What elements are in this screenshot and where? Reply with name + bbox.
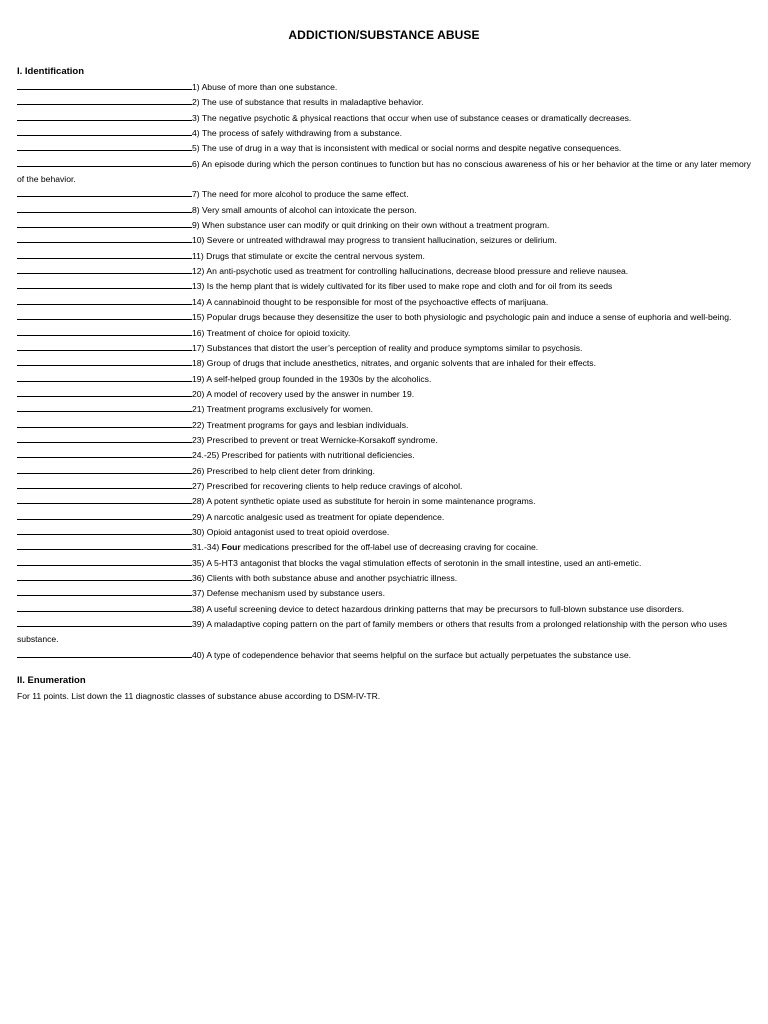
answer-blank[interactable] [17,157,192,167]
answer-blank[interactable] [17,372,192,382]
question-text: The negative psychotic & physical reactions that occur when use of substance ceases or dramatically decreases. [199,112,632,123]
question-number: 38) [192,603,205,614]
answer-blank[interactable] [17,203,192,213]
question-item [17,387,751,402]
question-item [17,617,751,648]
question-item [17,525,751,540]
question-item [17,187,751,202]
answer-blank[interactable] [17,279,192,289]
question-number: 27) [192,480,205,491]
question-text: A maladaptive coping pattern on the part of family members or others that results from a prolonged relationship with the person who uses substance. [17,619,728,645]
question-text: Treatment programs for gays and lesbian individuals. [204,419,409,430]
identification-list [17,80,751,663]
answer-blank[interactable] [17,494,192,504]
question-number: 4) [192,128,200,139]
question-number: 28) [192,496,205,507]
question-item [17,157,751,188]
answer-blank[interactable] [17,187,192,197]
question-text: An episode during which the person continues to function but has no conscious awareness of his or her behavior at the time or any later memory of the behavior. [17,158,751,185]
question-text: An anti-psychotic used as treatment for controlling hallucinations, decrease blood pressure and relieve nausea. [204,266,629,277]
question-number: 10) [192,235,205,246]
question-item [17,556,751,571]
answer-blank[interactable] [17,95,192,105]
question-text: Prescribed to prevent or treat Wernicke-Korsakoff syndrome. [204,434,438,445]
question-number: 13) [192,281,205,292]
question-item [17,264,751,279]
question-text: Abuse of more than one substance. [199,82,338,92]
question-number: 22) [192,419,205,430]
question-number: 16) [192,327,205,338]
question-item [17,448,751,463]
question-item [17,418,751,433]
question-item [17,341,751,356]
question-item [17,510,751,525]
answer-blank[interactable] [17,479,192,489]
question-number: 36) [192,573,205,583]
question-number: 21) [192,404,205,415]
question-item [17,464,751,479]
question-text: A type of codependence behavior that seems helpful on the surface but actually perpetuates the substance use. [204,649,632,660]
question-item [17,80,751,95]
question-number: 26) [192,465,205,476]
question-number: 23) [192,434,205,445]
answer-blank[interactable] [17,264,192,274]
question-item [17,126,751,141]
page-title: ADDICTION/SUBSTANCE ABUSE [288,28,480,42]
question-item [17,218,751,233]
question-number: 39) [192,619,205,630]
question-text: A model of recovery used by the answer in number 19. [204,388,415,399]
question-number: 6) [192,158,200,169]
question-text: The need for more alcohol to produce the same effect. [199,189,409,200]
question-number: 1) [192,82,200,92]
question-text: Drugs that stimulate or excite the central nervous system. [203,250,425,261]
question-number: 8) [192,204,200,215]
enumeration-instructions: For 11 points. List down the 11 diagnostic classes of substance abuse according to DSM-IV-TR. [17,691,381,702]
question-text: Prescribed for recovering clients to help reduce cravings of alcohol. [204,480,463,491]
question-item [17,648,751,663]
question-item [17,295,751,310]
answer-blank[interactable] [17,126,192,136]
question-text: Is the hemp plant that is widely cultivated for its fiber used to make rope and cloth and for oil from its seeds [204,281,613,292]
question-text: Severe or untreated withdrawal may progress to transient hallucination, seizures or delirium. [204,235,557,246]
question-number: 14) [192,296,205,307]
question-item [17,310,751,325]
answer-blank[interactable] [17,356,192,366]
question-text: Treatment of choice for opioid toxicity. [204,327,351,338]
question-text: The use of drug in a way that is inconsistent with medical or social norms and despite negative consequences. [199,143,622,154]
question-number: 7) [192,189,200,200]
question-text: A narcotic analgesic used as treatment for opiate dependence. [204,511,445,522]
question-text: Very small amounts of alcohol can intoxicate the person. [199,204,417,215]
answer-blank[interactable] [17,218,192,228]
answer-blank[interactable] [17,402,192,412]
question-number: 29) [192,511,205,522]
question-item [17,279,751,294]
question-text: A self-helped group founded in the 1930s by the alcoholics. [204,373,432,384]
question-text: A 5-HT3 antagonist that blocks the vagal stimulation effects of serotonin in the small intestine, used an anti-emetic. [204,557,642,568]
question-number: 18) [192,358,205,369]
question-number: 12) [192,266,205,277]
answer-blank[interactable] [17,448,192,458]
answer-blank[interactable] [17,602,192,612]
question-item [17,433,751,448]
question-item [17,494,751,509]
question-item [17,402,751,417]
question-item [17,95,751,110]
question-number: 35) [192,557,205,568]
question-number: 5) [192,143,200,154]
answer-blank[interactable] [17,141,192,151]
answer-blank[interactable] [17,648,192,658]
question-item [17,479,751,494]
section-enumeration-heading: II. Enumeration [17,675,86,687]
answer-blank[interactable] [17,387,192,397]
question-text: medications prescribed for the off-label use of decreasing craving for cocaine. [240,542,539,553]
question-item [17,233,751,248]
answer-blank[interactable] [17,617,192,627]
answer-blank[interactable] [17,571,192,581]
question-item [17,372,751,387]
answer-blank[interactable] [17,556,192,566]
question-number: 3) [192,112,200,123]
question-item [17,141,751,156]
answer-blank[interactable] [17,586,192,596]
question-text: Treatment programs exclusively for women. [204,404,374,415]
question-emphasis: Four [219,542,241,553]
question-text: Group of drugs that include anesthetics, nitrates, and organic solvents that are inhaled for their effects. [204,358,596,369]
question-number: 20) [192,388,205,399]
question-text: The process of safely withdrawing from a substance. [199,128,403,139]
question-text: Prescribed for patients with nutritional deficiencies. [219,450,415,461]
question-text: Defense mechanism used by substance users. [204,588,385,599]
answer-blank[interactable] [17,341,192,351]
answer-blank[interactable] [17,525,192,535]
question-text: Opioid antagonist used to treat opioid overdose. [204,526,390,537]
question-text: A cannabinoid thought to be responsible for most of the psychoactive effects of marijuana. [204,296,549,307]
answer-blank[interactable] [17,80,192,90]
question-item [17,111,751,126]
question-number: 24.-25) [192,450,220,461]
question-number: 19) [192,373,205,384]
answer-blank[interactable] [17,433,192,443]
question-number: 31.-34) [192,542,220,553]
question-text: Clients with both substance abuse and another psychiatric illness. [204,573,458,583]
question-text: A potent synthetic opiate used as substitute for heroin in some maintenance programs. [204,496,536,507]
answer-blank[interactable] [17,249,192,259]
question-number: 40) [192,649,205,660]
question-item [17,249,751,264]
answer-blank[interactable] [17,326,192,336]
answer-blank[interactable] [17,310,192,320]
question-text: Substances that distort the user’s perception of reality and produce symptoms similar to psychosis. [204,342,583,353]
answer-blank[interactable] [17,111,192,121]
question-text: When substance user can modify or quit drinking on their own without a treatment program. [199,220,550,231]
section-identification-heading: I. Identification [17,66,85,77]
question-item [17,571,751,586]
question-number: 2) [192,97,200,108]
question-number: 11) [192,250,204,261]
answer-blank[interactable] [17,233,192,243]
question-number: 9) [192,220,200,231]
question-item [17,326,751,341]
answer-blank[interactable] [17,418,192,428]
question-item [17,203,751,218]
question-number: 17) [192,342,205,353]
question-number: 37) [192,588,205,599]
answer-blank[interactable] [17,540,192,550]
question-text: A useful screening device to detect hazardous drinking patterns that may be precursors to full-blown substance use disorders. [204,603,685,614]
question-number: 30) [192,526,205,537]
question-number: 15) [192,312,205,323]
question-text: Popular drugs because they desensitize the user to both physiologic and psychologic pain and induce a sense of euphoria and well-being. [204,312,732,323]
question-item [17,586,751,601]
question-text: The use of substance that results in maladaptive behavior. [199,97,424,108]
answer-blank[interactable] [17,295,192,305]
answer-blank[interactable] [17,510,192,520]
question-item [17,602,751,617]
answer-blank[interactable] [17,464,192,474]
question-item [17,356,751,371]
question-item [17,540,751,555]
question-text: Prescribed to help client deter from drinking. [204,465,375,476]
